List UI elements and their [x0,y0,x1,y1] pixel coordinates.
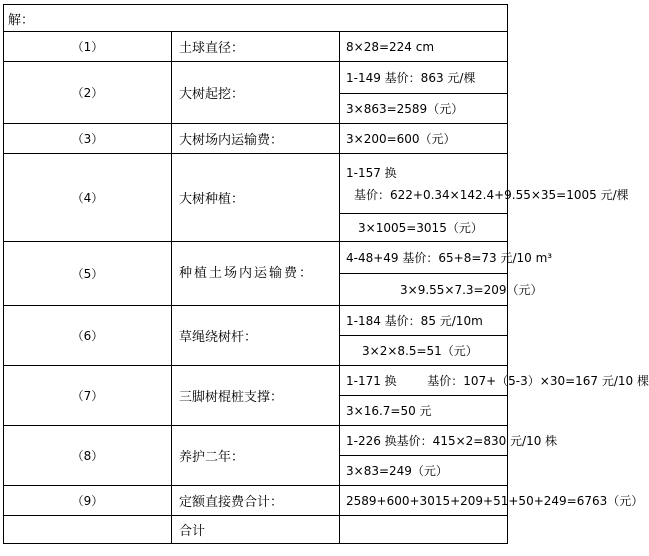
table-row [4,516,508,544]
calc-line: 3×2×8.5=51（元） [340,336,508,366]
item-name: 草绳绕树杆： [172,306,340,366]
calc-cell [340,154,629,214]
calc-line: 2589+600+3015+209+51+50+249=6763（元） [340,486,508,516]
title-row [4,5,508,32]
row-number: （5） [4,242,172,306]
row-number: （6） [4,306,172,366]
calc-line: 1-184 基价：85 元/10m [340,306,508,336]
calc-line: 8×28=224 cm [340,32,508,62]
item-name: 定额直接费合计： [172,486,340,516]
row-number [4,516,172,544]
table-row [4,306,508,336]
calc-line: 1-226 换基价：415×2=830 元/10 株 [340,426,508,456]
row-number: （8） [4,426,172,486]
calc-line: 3×1005=3015（元） [340,214,508,242]
cost-table [3,4,649,544]
table-row [4,242,508,274]
calc-line: 3×200=600（元） [340,124,508,154]
item-name: 养护二年： [172,426,340,486]
row-number: （4） [4,154,172,242]
row-number: （3） [4,124,172,154]
calc-line: 1-171 换 基价：107+（5-3）×30=167 元/10 棵 [340,366,508,396]
item-name: 土球直径： [172,32,340,62]
table-row [4,426,508,456]
calc-line: 3×83=249（元） [340,456,508,486]
calc-line: 1-149 基价：863 元/棵 [340,62,508,94]
solution-heading: 解： [4,5,508,32]
table-row [4,366,508,396]
item-name: 大树种植： [172,154,340,242]
item-name: 大树起挖： [172,62,340,124]
calc-line: 3×16.7=50 元 [340,396,508,426]
row-number: （1） [4,32,172,62]
calc-line: 3×863=2589（元） [340,94,508,124]
solution-sheet [3,4,649,550]
table-row [4,486,508,516]
item-name: 大树场内运输费： [172,124,340,154]
table-row [4,62,508,94]
calc-line: 3×9.55×7.3=209（元） [340,274,508,306]
row-number: （7） [4,366,172,426]
row-number: （2） [4,62,172,124]
item-name: 种植土场内运输费： [172,242,340,306]
calc-line: 1-157 换 [346,165,397,180]
row-number: （9） [4,486,172,516]
calc-line: 基价：622+0.34×142.4+9.55×35=1005 元/棵 [354,187,629,202]
table-row [4,154,508,214]
table-row [4,124,508,154]
calc-line [340,516,508,544]
item-name: 合计 [172,516,340,544]
table-row [4,32,508,62]
calc-line: 4-48+49 基价：65+8=73 元/10 m³ [340,242,508,274]
item-name: 三脚树棍桩支撑： [172,366,340,426]
